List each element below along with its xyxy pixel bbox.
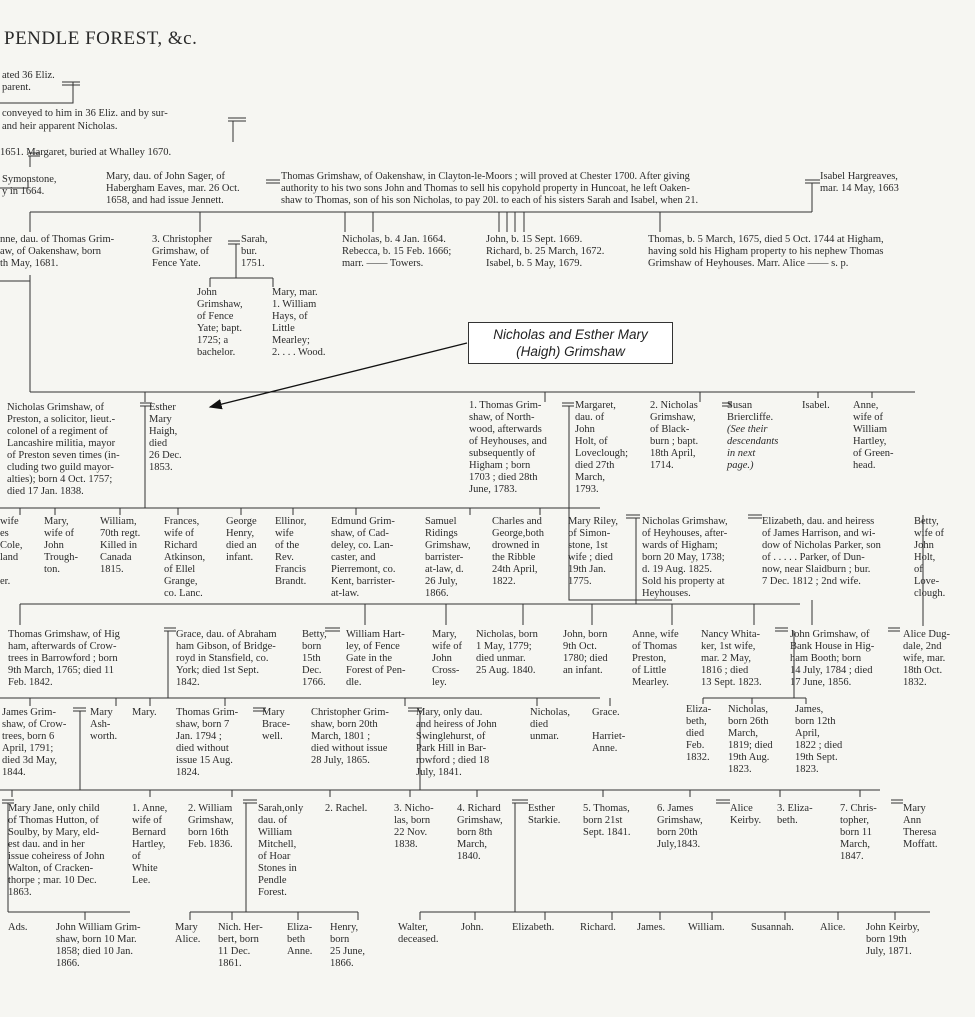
entry-line-1b: parent. bbox=[2, 82, 31, 93]
entry-george-henry: George Henry, died an infant. bbox=[226, 516, 257, 563]
entry-anne-preston: Anne, wife of Thomas Preston, of Little Mearley. bbox=[632, 629, 679, 688]
entry-christopher-1801: Christopher Grim- shaw, born 20th March, 1801 ; died without issue 28 July, 1865. bbox=[311, 707, 389, 766]
entry-walter: Walter, deceased. bbox=[398, 922, 439, 945]
entry-william-hartley: William Hart- ley, of Fence Gate in the Forest of Pen- dle. bbox=[346, 629, 406, 688]
callout-text: Nicholas and Esther Mary (Haigh) Grimshaw bbox=[493, 327, 648, 359]
entry-line-3: 1651. Margaret, buried at Whalley 1670. bbox=[0, 147, 172, 158]
entry-susan-note: (See their descendants in next page.) bbox=[727, 424, 779, 471]
entry-john-william: John William Grim- shaw, born 10 Mar. 1858; died 10 Jan. 1866. bbox=[56, 922, 141, 969]
entry-mary-crossley: Mary, wife of John Cross- ley. bbox=[432, 629, 463, 688]
entry-elizabeth-1832: Eliza- beth, died Feb. 1832. bbox=[686, 704, 712, 763]
entry-alice-keirby: Alice Keirby. bbox=[730, 803, 762, 826]
entry-john: John. bbox=[461, 922, 484, 933]
entry-alice-dugdale: Alice Dug- dale, 2nd wife, mar. 18th Oct. 1832. bbox=[903, 629, 950, 688]
entry-anne-grimshaw: nne, dau. of Thomas Grim- aw, of Oakenshaw, born th May, 1681. bbox=[0, 234, 115, 269]
entry-mary-riley: Mary Riley, of Simon- stone, 1st wife ; died 19th Jan. 1775. bbox=[568, 516, 619, 587]
entry-william-1836: 2. William Grimshaw, born 16th Feb. 1836. bbox=[188, 803, 234, 850]
entry-ads: Ads. bbox=[8, 922, 28, 933]
entry-line-2a: conveyed to him in 36 Eliz. and by sur- bbox=[2, 108, 168, 119]
entry-nicholas-blackburn: 2. Nicholas Grimshaw, of Black- burn ; bapt. 18th April, 1714. bbox=[650, 400, 699, 471]
entry-christopher-1847: 7. Chris- topher, born 11 March, 1847. bbox=[840, 803, 877, 862]
entry-esther-starkie: Esther Starkie. bbox=[528, 803, 561, 826]
entry-mary-bracewell: Mary Brace- well. bbox=[262, 707, 290, 742]
entry-betty-1766: Betty, born 15th Dec. 1766. bbox=[302, 629, 327, 688]
callout-arrow bbox=[210, 343, 467, 407]
entry-nich-herbert: Nich. Her- bert, born 11 Dec. 1861. bbox=[218, 922, 263, 969]
entry-mary-sager: Mary, dau. of John Sager, of Habergham Eaves, mar. 26 Oct. 1658, and had issue Jennett. bbox=[106, 171, 240, 206]
entry-henry-1866: Henry, born 25 June, 1866. bbox=[330, 922, 365, 969]
entry-nicholas-unmar: Nicholas, died unmar. bbox=[530, 707, 570, 742]
entry-james-1822: James, born 12th April, 1822 ; died 19th Sept. 1823. bbox=[795, 704, 843, 775]
entry-sarah-bur: Sarah, bur. 1751. bbox=[241, 234, 268, 269]
entry-nancy-whitaker: Nancy Whita- ker, 1st wife, mar. 2 May, 1816 ; died 13 Sept. 1823. bbox=[701, 629, 762, 688]
entry-mary-alice: Mary Alice. bbox=[175, 922, 201, 945]
entry-margaret-holt: Margaret, dau. of John Holt, of Loveclough; died 27th March, 1793. bbox=[575, 400, 629, 495]
entry-nicholas-preston: Nicholas Grimshaw, of Preston, a solicitor, lieut.- colonel of a regiment of Lancashire militia, mayor of Preston seven times (in- cluding two guild mayor- alties); born 4 Oct. 1757; died 17 Jan. 1838. bbox=[7, 402, 120, 497]
entry-thomas-higham: Thomas Grimshaw, of Hig ham, afterwards of Crow- trees in Barrowford ; born 9th March, 1765; died 11 Feb. 1842. bbox=[8, 629, 120, 688]
page-title: PENDLE FOREST, &c. bbox=[4, 28, 198, 49]
entry-symonstone: Symonstone, y in 1664. bbox=[2, 174, 57, 197]
entry-john-fence-yate: John Grimshaw, of Fence Yate; bapt. 1725; a bachelor. bbox=[197, 287, 243, 358]
entry-thomas-1794: Thomas Grim- shaw, born 7 Jan. 1794 ; died without issue 15 Aug. 1824. bbox=[176, 707, 239, 778]
entry-christopher: 3. Christopher Grimshaw, of Fence Yate. bbox=[152, 234, 213, 269]
entry-elizabeth: Elizabeth. bbox=[512, 922, 555, 933]
entry-frances: Frances, wife of Richard Atkinson, of Ellel Grange, co. Lanc. bbox=[164, 516, 206, 599]
entry-thomas-1675: Thomas, b. 5 March, 1675, died 5 Oct. 1744 at Higham, having sold his Higham property to his nephew Thomas Grimshaw of Heyhouses. Marr. Alice —— s. p. bbox=[648, 234, 884, 269]
entry-wife-cole: wife es Cole, land er. bbox=[0, 516, 23, 587]
entry-samuel: Samuel Ridings Grimshaw, barrister- at-law, d. 26 July, 1866. bbox=[425, 516, 471, 599]
entry-susan-briercliffe: Susan Briercliffe. bbox=[727, 400, 774, 423]
entry-sarah-mitchell: Sarah,only dau. of William Mitchell, of Hoar Stones in Pendle Forest. bbox=[258, 803, 304, 898]
entry-william-70th: William, 70th regt. Killed in Canada 1815. bbox=[100, 516, 141, 575]
entry-ellinor: Ellinor, wife of the Rev. Francis Brandt. bbox=[275, 516, 307, 587]
entry-elizabeth-3: 3. Eliza- beth. bbox=[777, 803, 813, 826]
entry-john-bank-house: John Grimshaw, of Bank House in Hig- ham Booth; born 14 July, 1784 ; died 17 June, 1856. bbox=[790, 629, 875, 688]
entry-john-1669: John, b. 15 Sept. 1669. Richard, b. 25 March, 1672. Isabel, b. 5 May, 1679. bbox=[486, 234, 605, 269]
entry-richard: Richard. bbox=[580, 922, 616, 933]
entry-thomas-oakenshaw: Thomas Grimshaw, of Oakenshaw, in Clayton-le-Moors ; will proved at Chester 1700. After giving authority to his two sons John and Thomas to sell his copyhold property in Huncoat, he left Oaken- shaw to Thomas, son of his son Nicholas, to pay 20l. to each of his sisters Sarah and Isabel, when 21. bbox=[281, 171, 699, 206]
entry-rachel: 2. Rachel. bbox=[325, 803, 368, 814]
entry-isabel: Isabel. bbox=[802, 400, 830, 411]
entry-elizabeth-anne: Eliza- beth Anne. bbox=[287, 922, 313, 957]
entry-anne-bernard-hartley: 1. Anne, wife of Bernard Hartley, of White Lee. bbox=[132, 803, 168, 886]
entry-grace-harriet: Grace. Harriet- Anne. bbox=[592, 707, 626, 754]
entry-mary-jane: Mary Jane, only child of Thomas Hutton, of Soulby, by Mary, eld- est dau. and in her issue coheiress of John Walton, of Cracken- thorpe ; mar. 10 Dec. 1863. bbox=[8, 803, 105, 898]
entry-james: James. bbox=[637, 922, 666, 933]
entry-nicholas-1779: Nicholas, born 1 May, 1779; died unmar. 25 Aug. 1840. bbox=[476, 629, 538, 676]
entry-thomas-1841: 5. Thomas, born 21st Sept. 1841. bbox=[583, 803, 631, 838]
entry-richard-1840: 4. Richard Grimshaw, born 8th March, 1840. bbox=[457, 803, 503, 862]
entry-james-crowtrees: James Grim- shaw, of Crow- trees, born 6 April, 1791; died 3d May, 1844. bbox=[2, 707, 67, 778]
entry-mary-ann-moffatt: Mary Ann Theresa Moffatt. bbox=[903, 803, 938, 850]
entry-line-1a: ated 36 Eliz. bbox=[2, 70, 55, 81]
entry-mary-troughton: Mary, wife of John Trough- ton. bbox=[44, 516, 79, 575]
entry-john-keirby: John Keirby, born 19th July, 1871. bbox=[866, 922, 920, 957]
entry-elizabeth-harrison: Elizabeth, dau. and heiress of James Harrison, and wi- dow of Nicholas Parker, son of . . . . . Parker, of Dun- now, near Slaidburn ; bur. 7 Dec. 1812 ; 2nd wife. bbox=[762, 516, 881, 587]
entry-nicholas-1664: Nicholas, b. 4 Jan. 1664. Rebecca, b. 15 Feb. 1666; marr. —— Towers. bbox=[342, 234, 452, 269]
entry-esther-haigh: Esther Mary Haigh, died 26 Dec. 1853. bbox=[149, 402, 182, 473]
entry-charles-george: Charles and George,both drowned in the Ribble 24th April, 1822. bbox=[492, 516, 545, 587]
entry-alice: Alice. bbox=[820, 922, 846, 933]
entry-nicholas-1819: Nicholas, born 26th March, 1819; died 19th Aug. 1823. bbox=[728, 704, 773, 775]
entry-edmund: Edmund Grim- shaw, of Cad- deley, co. Lan- caster, and Pierremont, co. Kent, barrister- at-law. bbox=[331, 516, 396, 599]
entry-mary-hays: Mary, mar. 1. William Hays, of Little Mearley; 2. . . . Wood. bbox=[272, 287, 326, 358]
entry-susannah: Susannah. bbox=[751, 922, 794, 933]
entry-betty-holt: Betty, wife of John Holt, of Love- clough. bbox=[914, 516, 946, 599]
entry-james-1843: 6. James Grimshaw, born 20th July,1843. bbox=[657, 803, 703, 850]
entry-line-2b: and heir apparent Nicholas. bbox=[2, 121, 118, 132]
entry-nicholas-1838: 3. Nicho- las, born 22 Nov. 1838. bbox=[394, 803, 434, 850]
entry-isabel-hargreaves: Isabel Hargreaves, mar. 14 May, 1663 bbox=[820, 171, 899, 194]
annotation-callout bbox=[468, 322, 673, 364]
entry-mary: Mary. bbox=[132, 707, 157, 718]
entry-nicholas-heyhouses: Nicholas Grimshaw, of Heyhouses, after- wards of Higham; born 20 May, 1738; d. 19 Aug. 1825. Sold his property at Heyhouses. bbox=[642, 516, 728, 599]
entry-thomas-northwood: 1. Thomas Grim- shaw, of North- wood, afterwards of Heyhouses, and subsequently of Higham ; born 1703 ; died 28th June, 1783. bbox=[469, 400, 547, 495]
entry-grace-gibson: Grace, dau. of Abraham ham Gibson, of Bridge- royd in Stansfield, co. York; died 1st Sept. 1842. bbox=[176, 629, 277, 688]
entry-john-1780: John, born 9th Oct. 1780; died an infant. bbox=[563, 629, 608, 676]
entry-anne-hartley: Anne, wife of William Hartley, of Green- head. bbox=[853, 400, 894, 471]
entry-william: William. bbox=[688, 922, 725, 933]
entry-mary-swinglehurst: Mary, only dau. and heiress of John Swinglehurst, of Park Hill in Bar- rowford ; died 18 July, 1841. bbox=[416, 707, 497, 778]
entry-mary-ashworth: Mary Ash- worth. bbox=[90, 707, 118, 742]
